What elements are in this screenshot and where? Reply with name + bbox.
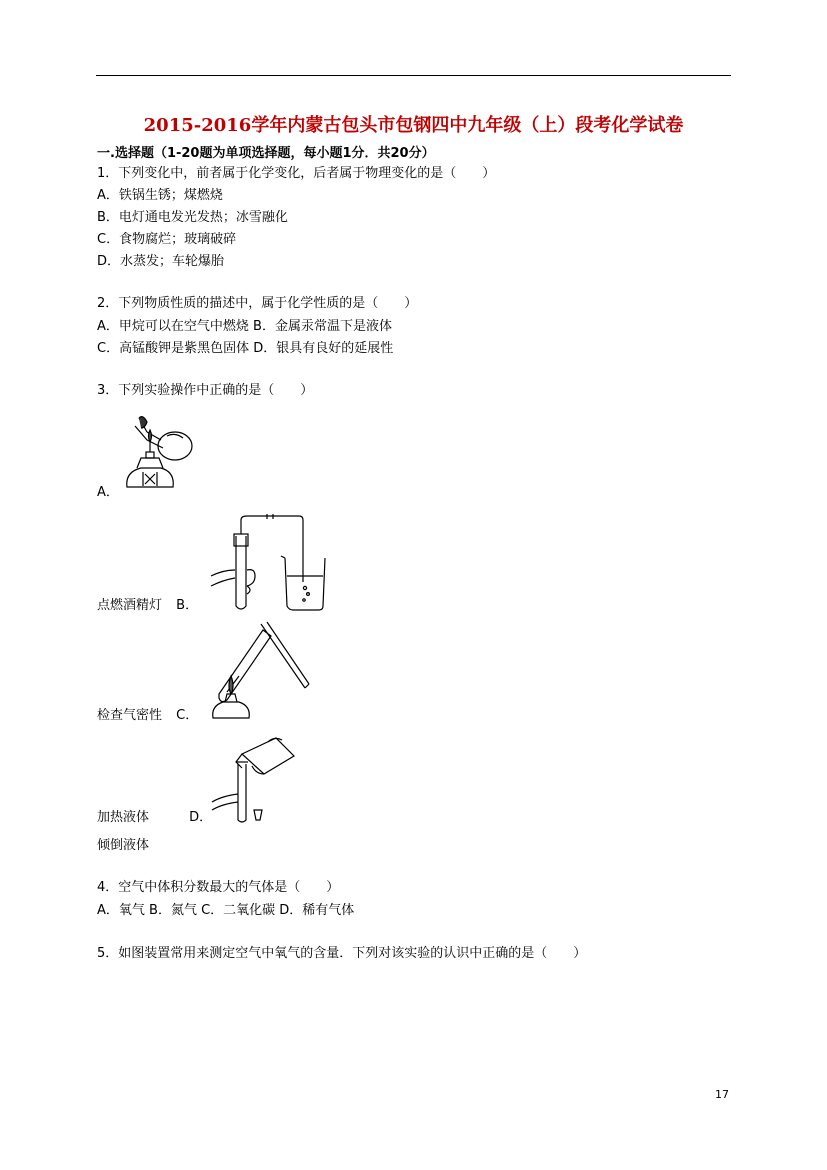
q3-caption-a	[97, 598, 198, 614]
q3-stem: 3．下列实验操作中正确的是（ ）	[97, 383, 314, 398]
q3-option-b-letter: B．	[176, 598, 199, 613]
section-heading: 一.选择题（1-20题为单项选择题，每小题1分．共20分）	[97, 146, 435, 161]
q2-options-ab: A．甲烷可以在空气中燃烧 B．金属汞常温下是液体	[97, 319, 392, 334]
page-title: 2015-2016学年内蒙古包头市包钢四中九年级（上）段考化学试卷	[143, 115, 684, 136]
figure-c-heating-liquid-illustration	[205, 620, 311, 724]
q4-stem: 4．空气中体积分数最大的气体是（ ）	[97, 880, 340, 895]
q1-option-c: C．食物腐烂；玻璃破碎	[97, 232, 237, 247]
q1-option-b: B．电灯通电发光发热；冰雪融化	[97, 210, 288, 225]
figure-d-pouring-liquid-illustration	[208, 734, 298, 826]
q1-stem: 1．下列变化中，前者属于化学变化，后者属于物理变化的是（ ）	[97, 166, 496, 181]
q3-caption-b	[97, 708, 198, 724]
header-rule	[96, 75, 731, 76]
q3-caption-c-text: 加热液体	[97, 810, 150, 825]
q3-caption-a-text: 点燃酒精灯	[97, 598, 163, 613]
q3-option-a-letter: A．	[97, 485, 119, 500]
q5-stem: 5．如图装置常用来测定空气中氧气的含量．下列对该实验的认识中正确的是（ ）	[97, 946, 587, 961]
q4-options: A．氧气 B．氮气 C．二氧化碳 D．稀有气体	[97, 903, 355, 918]
q3-option-c-letter: C．	[176, 708, 199, 723]
q2-options-cd: C．高锰酸钾是紫黑色固体 D．银具有良好的延展性	[97, 341, 394, 356]
q1-option-d: D．水蒸发；车轮爆胎	[97, 254, 225, 269]
q2-stem: 2．下列物质性质的描述中，属于化学性质的是（ ）	[97, 296, 418, 311]
q3-caption-d: 倾倒液体	[97, 838, 150, 853]
q1-option-a: A．铁锅生锈；煤燃烧	[97, 188, 223, 203]
q3-caption-c	[97, 810, 212, 826]
figure-b-airtightness-illustration	[207, 514, 329, 614]
q3-caption-b-text: 检查气密性	[97, 708, 163, 723]
q3-option-d-letter: D．	[189, 810, 213, 825]
figure-a-alcohol-lamp-illustration	[117, 412, 199, 500]
page-number: 17	[715, 1088, 729, 1101]
